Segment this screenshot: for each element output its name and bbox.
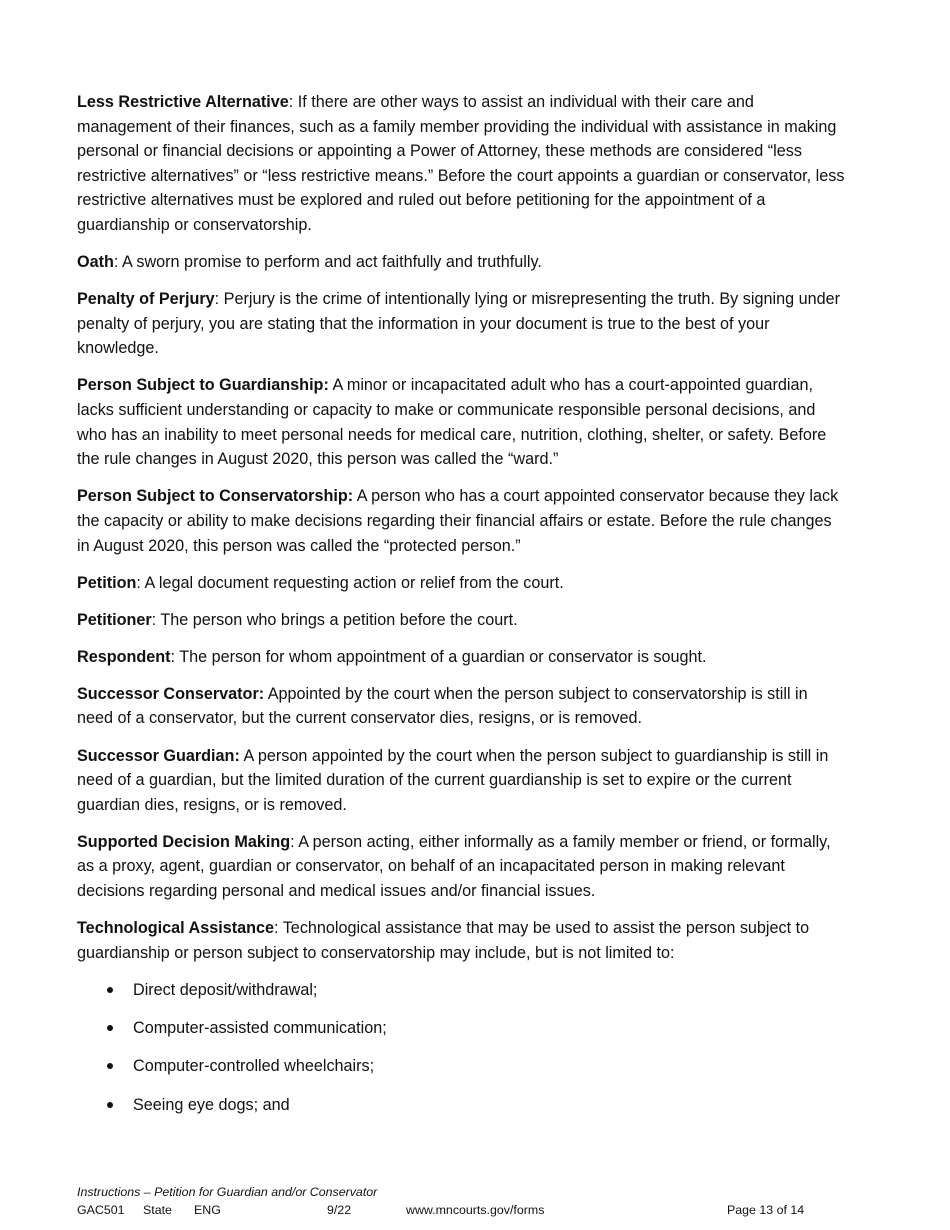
definition-petitioner: Petitioner: The person who brings a petition before the court. bbox=[77, 610, 518, 629]
definition-less-restrictive-alternative: Less Restrictive Alternative: If there are other ways to assist an individual with their care and management of their finances, such as a family member providing the individual with assistance in making personal or financial decisions or appointing a Power of Attorney, these methods are considered “less restrictive alternatives” or “less restrictive means.” Before the court appoints a guardian or conservator, less restrictive alternatives must be explored and ruled out before petitioning for the appointment of a guardianship or conservatorship. bbox=[77, 93, 845, 234]
definition-term: Petition bbox=[77, 573, 137, 592]
list-item: Computer-assisted communication; bbox=[77, 1016, 847, 1054]
list-item: Seeing eye dogs; and bbox=[77, 1093, 847, 1131]
footer-form-id: GAC501 bbox=[77, 1203, 125, 1217]
footer-form-title: Instructions – Petition for Guardian and/or Conservator bbox=[77, 1185, 378, 1199]
definition-term: Technological Assistance bbox=[77, 919, 275, 938]
definition-person-subject-to-guardianship bbox=[77, 373, 847, 471]
definition-supported-decision-making: Supported Decision Making: A person acting, either informally as a family member or friend, or formally, as a proxy, agent, guardian or conservator, on behalf of an incapacitated person in making relevant decisions regarding personal and medical issues and/or financial issues. bbox=[77, 832, 831, 901]
definition-text: The person for whom appointment of a guardian or conservator is sought. bbox=[179, 647, 707, 666]
definition-text: Appointed by the court when the person subject to conservatorship is still in need of a conservator, but the current conservator dies, resigns, or is removed. bbox=[77, 684, 808, 728]
definition-term: Petitioner bbox=[77, 610, 152, 629]
definition-penalty-of-perjury: Penalty of Perjury: Perjury is the crime of intentionally lying or misrepresenting the truth. By signing under penalty of perjury, you are stating that the information in your document is true to the best of your knowledge. bbox=[77, 290, 840, 358]
definition-text: A minor or incapacitated adult who has a court-appointed guardian, lacks sufficient understanding or capacity to make or communicate responsible personal decisions, and who has an inability to meet personal needs for medical care, nutrition, clothing, shelter, or safety. Before the rule changes in August 2020, this person was called the “ward.” bbox=[77, 376, 827, 469]
definition-term: Respondent bbox=[77, 647, 171, 666]
definition-term: Penalty of Perjury bbox=[77, 290, 215, 309]
definition-text: A person appointed by the court when the person subject to guardianship is still in need of a guardian, but the limited duration of the current guardianship is set to expire or the current guardian dies, resigns, or is removed. bbox=[77, 746, 829, 814]
definition-term: Person Subject to Guardianship: bbox=[77, 376, 329, 395]
page-footer bbox=[77, 1183, 837, 1219]
definition-text: A legal document requesting action or relief from the court. bbox=[144, 573, 564, 592]
definition-term: Oath bbox=[77, 253, 114, 272]
definition-text: If there are other ways to assist an individual with their care and management of their finances, such as a family member providing the individual with assistance in making personal or financial decisions or appointing a Power of Attorney, these methods are considered “less restrictive alternatives” or “less restrictive means.” Before the court appoints a guardian or conservator, less restrictive alternatives must be explored and ruled out before petitioning for the appointment of a guardianship or conservatorship. bbox=[77, 93, 845, 234]
definition-text: Perjury is the crime of intentionally lying or misrepresenting the truth. By signing under penalty of perjury, you are stating that the information in your document is true to the best of your knowledge. bbox=[77, 290, 840, 358]
definitions-section bbox=[77, 90, 847, 1131]
definition-term: Person Subject to Conservatorship: bbox=[77, 487, 354, 506]
definition-respondent: Respondent: The person for whom appointment of a guardian or conservator is sought. bbox=[77, 647, 707, 666]
definition-text: A person who has a court appointed conservator because they lack the capacity or ability to make decisions regarding their financial affairs or estate. Before the rule changes in August 2020, this person was called the “protected person.” bbox=[77, 487, 839, 555]
definition-text: A person acting, either informally as a family member or friend, or formally, as a proxy, agent, guardian or conservator, on behalf of an incapacitated person in making relevant decisions regarding personal and medical issues and/or financial issues. bbox=[77, 832, 831, 901]
definition-text: A sworn promise to perform and act faithfully and truthfully. bbox=[121, 253, 542, 272]
footer-jurisdiction: State bbox=[143, 1203, 172, 1217]
definition-successor-conservator bbox=[77, 682, 847, 731]
definition-technological-assistance: Technological Assistance: Technological assistance that may be used to assist the person subject to guardianship or person subject to conservatorship may include, but is not limited to: bbox=[77, 919, 810, 962]
footer-url: www.mncourts.gov/forms bbox=[406, 1203, 545, 1217]
footer-page-number: Page 13 of 14 bbox=[727, 1203, 805, 1217]
list-item: Computer-controlled wheelchairs; bbox=[77, 1054, 847, 1092]
definition-petition: Petition: A legal document requesting action or relief from the court. bbox=[77, 573, 564, 592]
definition-person-subject-to-conservatorship bbox=[77, 484, 847, 558]
footer-revision-date: 9/22 bbox=[327, 1203, 352, 1217]
footer-language: ENG bbox=[194, 1203, 221, 1217]
definition-text: Technological assistance that may be used to assist the person subject to guardianship or person subject to conservatorship may include, but is not limited to: bbox=[77, 919, 810, 962]
definition-text: The person who brings a petition before the court. bbox=[160, 610, 518, 629]
list-item: Direct deposit/withdrawal; bbox=[77, 978, 847, 1016]
definition-term: Less Restrictive Alternative bbox=[77, 93, 289, 111]
definition-term: Successor Conservator: bbox=[77, 684, 265, 703]
definition-term: Supported Decision Making bbox=[77, 832, 291, 851]
definition-successor-guardian bbox=[77, 744, 847, 818]
definition-oath: Oath: A sworn promise to perform and act faithfully and truthfully. bbox=[77, 253, 542, 272]
definition-term: Successor Guardian: bbox=[77, 746, 240, 765]
technological-assistance-list bbox=[77, 978, 847, 1131]
footer-info-row bbox=[77, 1201, 837, 1219]
